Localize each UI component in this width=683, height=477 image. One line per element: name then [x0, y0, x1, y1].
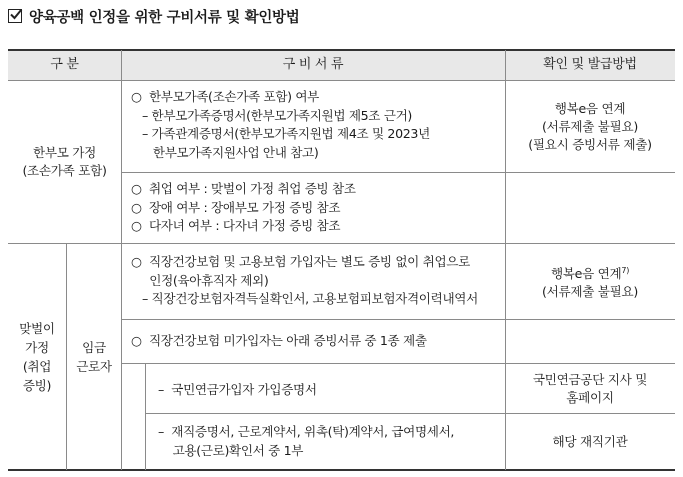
header-method: 확인 및 발급방법 [543, 57, 637, 72]
footnote-marker: 7) [621, 265, 630, 275]
list-item: – 재직증명서, 근로계약서, 위촉(탁)계약서, 급여명세서, [158, 424, 455, 439]
dual-income-method-a [505, 244, 675, 319]
wage-worker-label [67, 244, 121, 470]
list-item: – 가족관계증명서(한부모가족지원법 제4조 및 2023년 [131, 126, 430, 142]
list-item: ○ 다자녀 여부 : 다자녀 가정 증빙 참조 [131, 218, 341, 234]
single-parent-docs-b [131, 180, 356, 236]
list-item: ○ 한부모가족(조손가족 포함) 여부 [131, 89, 319, 104]
list-item: ○ 직장건강보험 및 고용보험 가입자는 별도 증빙 없이 취업으로 [131, 254, 470, 269]
method-line: 국민연금공단 지사 및 [532, 371, 648, 387]
list-item: ○ 직장건강보험 미가입자는 아래 증빙서류 중 1종 제출 [131, 333, 427, 348]
dual-income-method-c [505, 364, 675, 413]
list-item: – 직장건강보험자격득실확인서, 고용보험피보험자격이력내역서 [131, 291, 478, 307]
label-line: 근로자 [76, 359, 112, 374]
header-documents: 구 비 서 류 [282, 57, 344, 72]
label-line: 증빙) [22, 378, 52, 393]
method-line: (필요시 증빙서류 제출) [528, 136, 652, 152]
method-line: 홈페이지 [566, 389, 614, 405]
single-parent-label-line2: (조손가족 포함) [22, 163, 107, 178]
list-item: 고용(근로)확인서 중 1부 [158, 442, 304, 458]
single-parent-method [505, 81, 675, 172]
list-item: ○ 장애 여부 : 장애부모 가정 증빙 참조 [131, 199, 341, 215]
dual-income-docs-b [131, 332, 427, 351]
label-line: 임금 [82, 340, 106, 355]
label-line: (취업 [22, 359, 52, 374]
single-parent-label-line1: 한부모 가정 [32, 145, 97, 160]
list-item: 인정(육아휴직자 제외) [131, 272, 269, 288]
single-parent-docs-a [131, 88, 430, 162]
dual-income-method-d: 해당 재직기관 [552, 433, 628, 449]
label-line: 맞벌이 [19, 321, 55, 336]
list-item: – 국민연금가입자 가입증명서 [158, 382, 317, 397]
dual-income-docs-d [158, 423, 454, 460]
method-line: (서류제출 불필요) [542, 284, 638, 300]
dual-income-label [8, 244, 66, 470]
method-line: (서류제출 불필요) [542, 118, 638, 134]
single-parent-label [8, 81, 121, 243]
section-title-text: 양육공백 인정을 위한 구비서류 및 확인방법 [29, 9, 300, 26]
header-category: 구 분 [50, 57, 79, 72]
method-text: 행복e음 연계 [550, 266, 622, 282]
method-line: 행복e음 연계 [554, 100, 626, 116]
method-line [551, 262, 629, 283]
dual-income-docs-c [158, 381, 317, 400]
list-item: – 한부모가족증명서(한부모가족지원법 제5조 근거) [131, 107, 412, 123]
dual-income-docs-a [131, 253, 478, 309]
list-item: 한부모가족지원사업 안내 참고) [131, 144, 319, 160]
list-item: ○ 취업 여부 : 맞벌이 가정 취업 증빙 참조 [131, 181, 356, 196]
label-line: 가정 [25, 340, 49, 355]
